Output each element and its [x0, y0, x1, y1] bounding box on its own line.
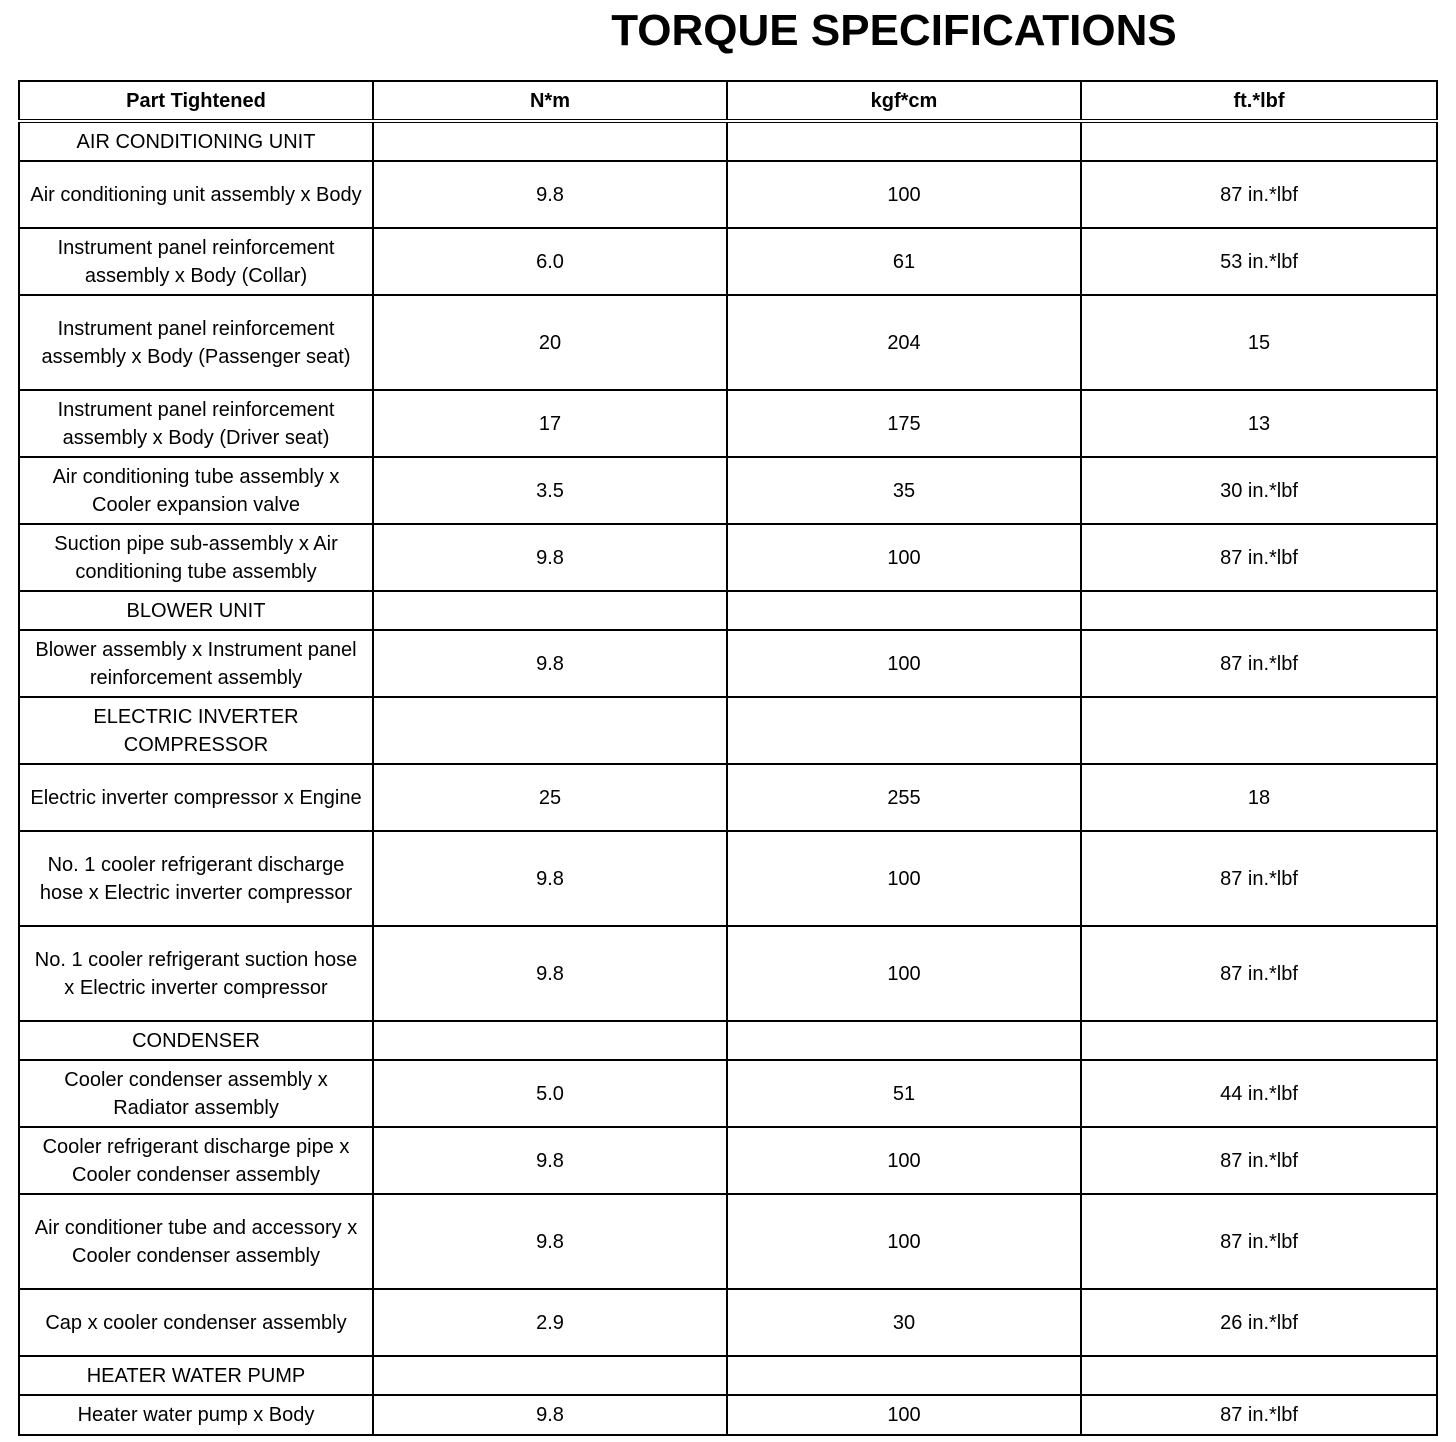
- section-row: [19, 697, 1437, 764]
- cell-nm: 9.8: [373, 524, 727, 591]
- cell-nm: 6.0: [373, 228, 727, 295]
- cell-ftlbf: [1081, 121, 1437, 161]
- header-kgfcm: kgf*cm: [727, 81, 1081, 121]
- cell-part-tightened: Electric inverter compressor x Engine: [19, 764, 373, 831]
- cell-part-tightened: Heater water pump x Body: [19, 1395, 373, 1435]
- table-row: [19, 524, 1437, 591]
- table-row: [19, 295, 1437, 390]
- cell-part-tightened: Blower assembly x Instrument panel reinforcement assembly: [19, 630, 373, 697]
- cell-kgfcm: [727, 591, 1081, 630]
- cell-part-tightened: Instrument panel reinforcement assembly x Body (Passenger seat): [19, 295, 373, 390]
- cell-nm: 3.5: [373, 457, 727, 524]
- section-row: [19, 1021, 1437, 1060]
- cell-nm: 9.8: [373, 161, 727, 228]
- cell-ftlbf: 53 in.*lbf: [1081, 228, 1437, 295]
- cell-nm: 20: [373, 295, 727, 390]
- cell-kgfcm: 61: [727, 228, 1081, 295]
- cell-part-tightened: AIR CONDITIONING UNIT: [19, 121, 373, 161]
- table-row: [19, 630, 1437, 697]
- table-row: [19, 1127, 1437, 1194]
- cell-part-tightened: Air conditioner tube and accessory x Cooler condenser assembly: [19, 1194, 373, 1289]
- cell-kgfcm: 100: [727, 831, 1081, 926]
- cell-nm: 17: [373, 390, 727, 457]
- cell-ftlbf: [1081, 591, 1437, 630]
- cell-part-tightened: HEATER WATER PUMP: [19, 1356, 373, 1395]
- cell-ftlbf: [1081, 697, 1437, 764]
- cell-nm: [373, 1021, 727, 1060]
- cell-ftlbf: 87 in.*lbf: [1081, 1194, 1437, 1289]
- header-part-tightened: Part Tightened: [19, 81, 373, 121]
- cell-part-tightened: Instrument panel reinforcement assembly x Body (Collar): [19, 228, 373, 295]
- table-row: [19, 390, 1437, 457]
- table-row: [19, 1289, 1437, 1356]
- cell-nm: 9.8: [373, 630, 727, 697]
- cell-nm: 9.8: [373, 926, 727, 1021]
- cell-ftlbf: 18: [1081, 764, 1437, 831]
- cell-part-tightened: Instrument panel reinforcement assembly x Body (Driver seat): [19, 390, 373, 457]
- cell-kgfcm: 30: [727, 1289, 1081, 1356]
- cell-ftlbf: 87 in.*lbf: [1081, 1395, 1437, 1435]
- table-row: [19, 161, 1437, 228]
- cell-nm: [373, 1356, 727, 1395]
- section-row: [19, 591, 1437, 630]
- cell-ftlbf: 87 in.*lbf: [1081, 630, 1437, 697]
- header-row: [19, 81, 1437, 121]
- cell-ftlbf: 87 in.*lbf: [1081, 1127, 1437, 1194]
- cell-ftlbf: 87 in.*lbf: [1081, 524, 1437, 591]
- cell-part-tightened: No. 1 cooler refrigerant suction hose x Electric inverter compressor: [19, 926, 373, 1021]
- cell-ftlbf: 87 in.*lbf: [1081, 831, 1437, 926]
- table-row: [19, 1060, 1437, 1127]
- cell-nm: 9.8: [373, 1395, 727, 1435]
- cell-part-tightened: Cap x cooler condenser assembly: [19, 1289, 373, 1356]
- cell-kgfcm: 100: [727, 1127, 1081, 1194]
- table-row: [19, 457, 1437, 524]
- cell-kgfcm: [727, 1021, 1081, 1060]
- cell-kgfcm: [727, 697, 1081, 764]
- cell-kgfcm: 255: [727, 764, 1081, 831]
- cell-part-tightened: Cooler refrigerant discharge pipe x Cooler condenser assembly: [19, 1127, 373, 1194]
- cell-nm: 25: [373, 764, 727, 831]
- cell-part-tightened: Cooler condenser assembly x Radiator assembly: [19, 1060, 373, 1127]
- cell-kgfcm: 175: [727, 390, 1081, 457]
- cell-nm: 5.0: [373, 1060, 727, 1127]
- table-row: [19, 228, 1437, 295]
- cell-nm: 9.8: [373, 1194, 727, 1289]
- cell-kgfcm: [727, 1356, 1081, 1395]
- cell-part-tightened: CONDENSER: [19, 1021, 373, 1060]
- cell-kgfcm: 204: [727, 295, 1081, 390]
- page-title: TORQUE SPECIFICATIONS: [611, 6, 1177, 55]
- table-row: [19, 764, 1437, 831]
- table-body: [19, 121, 1437, 1435]
- cell-nm: [373, 591, 727, 630]
- cell-part-tightened: Air conditioning unit assembly x Body: [19, 161, 373, 228]
- cell-ftlbf: 87 in.*lbf: [1081, 161, 1437, 228]
- cell-part-tightened: Suction pipe sub-assembly x Air conditioning tube assembly: [19, 524, 373, 591]
- cell-kgfcm: 100: [727, 630, 1081, 697]
- cell-part-tightened: ELECTRIC INVERTER COMPRESSOR: [19, 697, 373, 764]
- table-row: [19, 1194, 1437, 1289]
- cell-kgfcm: 100: [727, 1395, 1081, 1435]
- cell-nm: 9.8: [373, 831, 727, 926]
- cell-ftlbf: 87 in.*lbf: [1081, 926, 1437, 1021]
- cell-nm: [373, 697, 727, 764]
- cell-part-tightened: BLOWER UNIT: [19, 591, 373, 630]
- cell-part-tightened: No. 1 cooler refrigerant discharge hose x Electric inverter compressor: [19, 831, 373, 926]
- table-row: [19, 1395, 1437, 1435]
- cell-ftlbf: 30 in.*lbf: [1081, 457, 1437, 524]
- section-row: [19, 1356, 1437, 1395]
- torque-spec-table: [18, 80, 1438, 1436]
- cell-ftlbf: 26 in.*lbf: [1081, 1289, 1437, 1356]
- table-row: [19, 926, 1437, 1021]
- cell-kgfcm: 51: [727, 1060, 1081, 1127]
- cell-kgfcm: 100: [727, 524, 1081, 591]
- cell-ftlbf: 15: [1081, 295, 1437, 390]
- table-row: [19, 831, 1437, 926]
- header-ftlbf: ft.*lbf: [1081, 81, 1437, 121]
- cell-kgfcm: 35: [727, 457, 1081, 524]
- cell-ftlbf: 13: [1081, 390, 1437, 457]
- cell-nm: [373, 121, 727, 161]
- cell-ftlbf: 44 in.*lbf: [1081, 1060, 1437, 1127]
- cell-part-tightened: Air conditioning tube assembly x Cooler expansion valve: [19, 457, 373, 524]
- cell-ftlbf: [1081, 1356, 1437, 1395]
- cell-ftlbf: [1081, 1021, 1437, 1060]
- section-row: [19, 121, 1437, 161]
- header-nm: N*m: [373, 81, 727, 121]
- cell-nm: 2.9: [373, 1289, 727, 1356]
- cell-kgfcm: [727, 121, 1081, 161]
- cell-kgfcm: 100: [727, 1194, 1081, 1289]
- cell-nm: 9.8: [373, 1127, 727, 1194]
- cell-kgfcm: 100: [727, 926, 1081, 1021]
- cell-kgfcm: 100: [727, 161, 1081, 228]
